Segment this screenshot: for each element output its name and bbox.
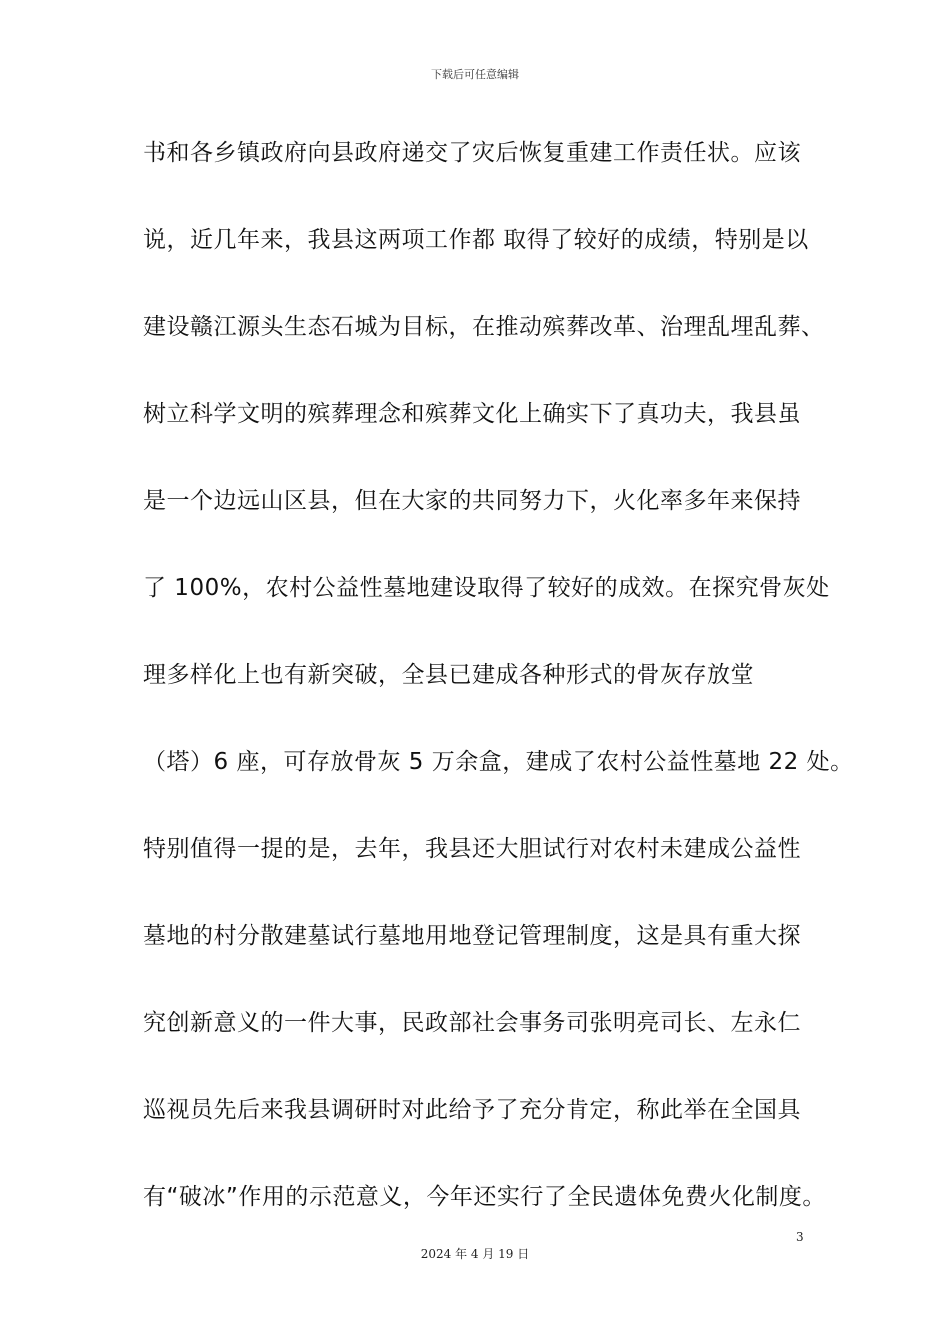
body-line: 理多样化上也有新突破，全县已建成各种形式的骨灰存放堂 bbox=[143, 662, 754, 688]
body-line: 究创新意义的一件大事，民政部社会事务司张明亮司长、左永仁 bbox=[143, 1010, 801, 1036]
footer-date: 2024 年 4 月 19 日 bbox=[420, 1247, 530, 1261]
body-line: 说，近几年来，我县这两项工作都 取得了较好的成绩，特别是以 bbox=[143, 227, 809, 253]
body-line: 巡视员先后来我县调研时对此给予了充分肯定，称此举在全国具 bbox=[143, 1097, 801, 1123]
body-line: 有“破冰”作用的示范意义，今年还实行了全民遗体免费火化制度。 bbox=[143, 1184, 826, 1210]
body-line: 是一个边远山区县，但在大家的共同努力下，火化率多年来保持 bbox=[143, 488, 801, 514]
body-line: 了 100%，农村公益性墓地建设取得了较好的成效。在探究骨灰处 bbox=[143, 575, 830, 601]
header-note: 下载后可任意编辑 bbox=[431, 68, 519, 81]
page-number: 3 bbox=[796, 1230, 804, 1244]
body-text bbox=[143, 124, 854, 1255]
body-line: 特别值得一提的是，去年，我县还大胆试行对农村未建成公益性 bbox=[143, 836, 801, 862]
body-line: 书和各乡镇政府向县政府递交了灾后恢复重建工作责任状。应该 bbox=[143, 140, 801, 166]
body-line: 建设赣江源头生态石城为目标，在推动殡葬改革、治理乱埋乱葬、 bbox=[143, 314, 825, 340]
body-line: （塔）6 座，可存放骨灰 5 万余盒，建成了农村公益性墓地 22 处。 bbox=[143, 749, 854, 775]
body-line: 墓地的村分散建墓试行墓地用地登记管理制度，这是具有重大探 bbox=[143, 923, 801, 949]
body-line: 树立科学文明的殡葬理念和殡葬文化上确实下了真功夫，我县虽 bbox=[143, 401, 801, 427]
